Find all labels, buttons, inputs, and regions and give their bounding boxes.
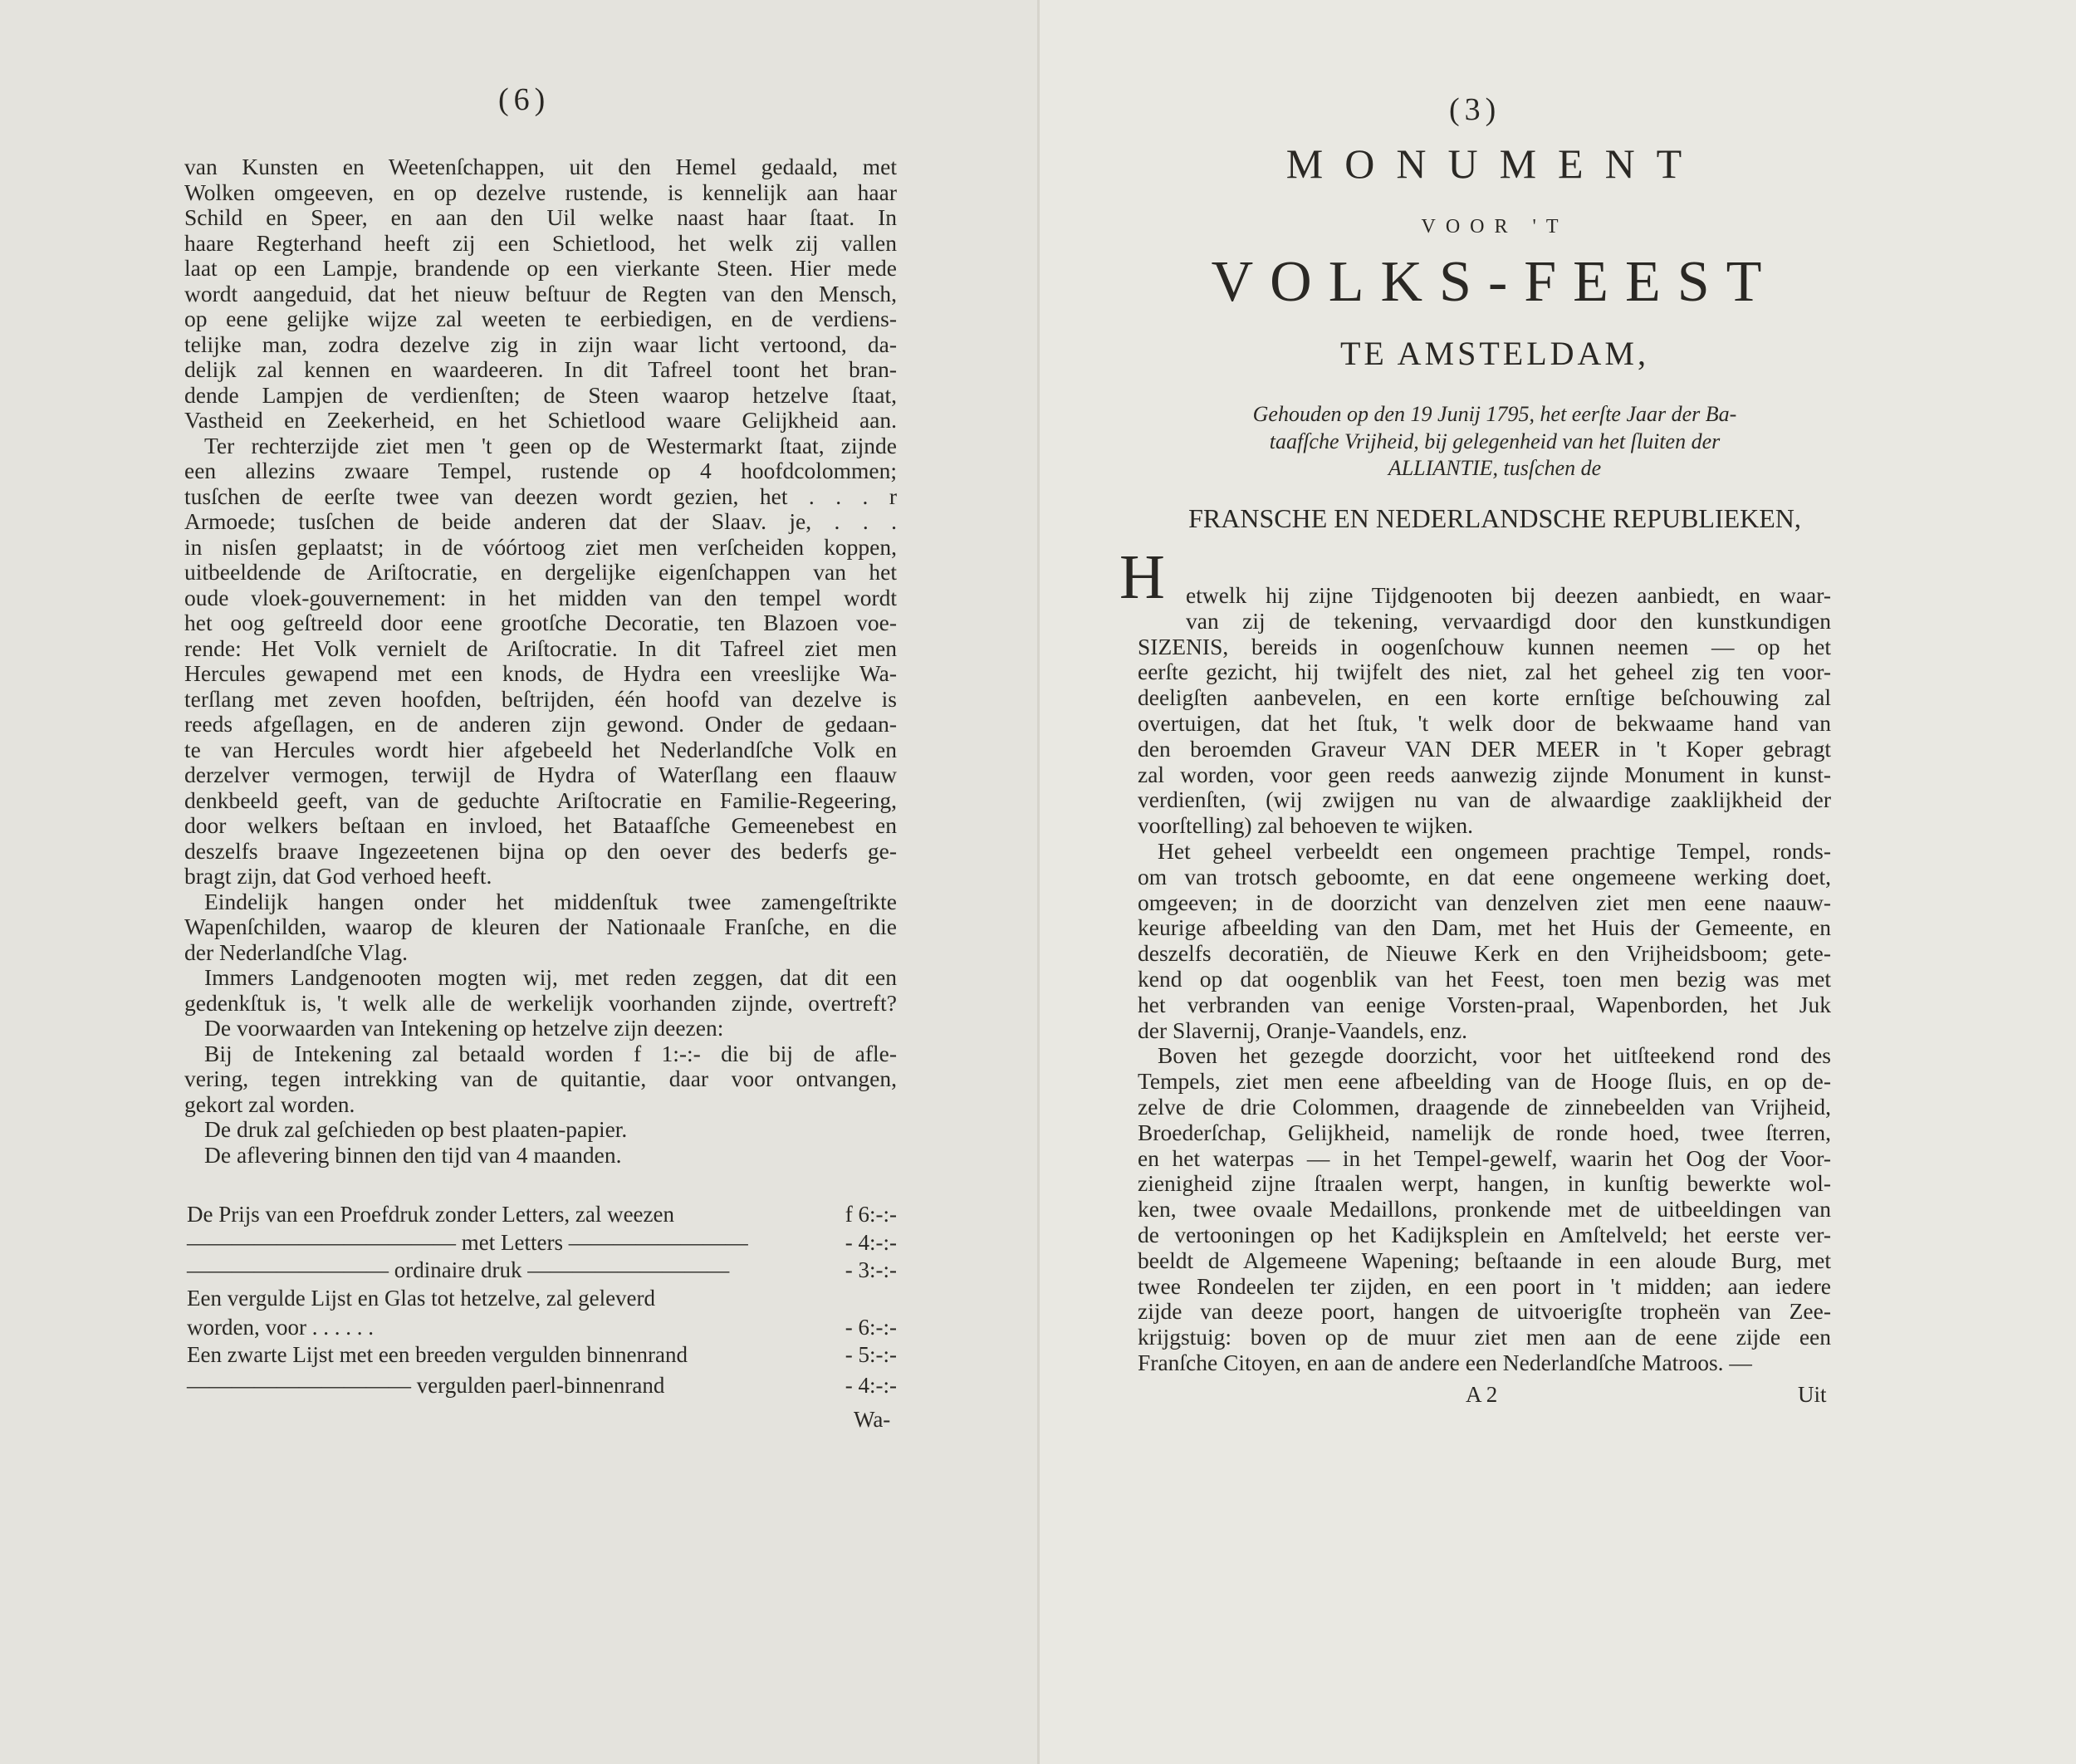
text-line: voorſtelling) zal behoeven te wijken. (1138, 812, 1473, 839)
text-line: delijk zal kennen en waardeeren. In dit Tafreel toont het bran- (184, 356, 897, 382)
text-line: de vertooningen op het Kadijksplein en Amſtelveld; het eerste ver- (1138, 1222, 1831, 1247)
text-line: gedenkſtuk is, 't welk alle de werkelijk voorhanden zijnde, overtreft? (184, 989, 897, 1016)
text-line: deszelfs decoratiën, de Nieuwe Kerk en den Vrijheidsboom; gete- (1138, 940, 1831, 967)
text-line: Schild en Speer, en aan den Uil welke naast haar ſtaat. In (184, 204, 897, 230)
text-line: reeds afgeſlagen, en de anderen zijn gewond. Onder de gedaan- (184, 711, 897, 737)
text-line: haare Regterhand heeft zij een Schietlood, het welk zij vallen (184, 229, 897, 256)
text-line: Wolken omgeeven, en op dezelve rustende, is kennelijk aan haar (184, 179, 897, 205)
text-line: keurige afbeelding van den Dam, met het Huis der Gemeente, en (1138, 914, 1831, 941)
price-label: De Prijs van een Proefdruk zonder Letters, zal weezen (187, 1202, 674, 1227)
text-line: verdienſten, (wij zwijgen nu van de alwaardige zaaklijkheid der (1138, 786, 1831, 813)
price-label: ————————— ordinaire druk ————————— (187, 1257, 730, 1282)
text-line: Boven het gezegde doorzicht, voor het uitſteekend rond des (1158, 1042, 1831, 1069)
text-line: denkbeeld geeft, van de geduchte Ariſtocratie en Familie-Regeering, (184, 786, 897, 813)
subtitle-line-2: taafſche Vrijheid, bij gelegenheid van het ſluiten der (1269, 429, 1721, 453)
text-line: Broederſchap, Gelijkheid, namelijk de ronde hoed, twee ſterren, (1138, 1119, 1831, 1145)
text-line: bragt zijn, dat God verhoed heeft. (184, 863, 492, 889)
title-voor: VOOR 'T (1421, 216, 1569, 238)
text-line: SIZENIS, bereids in oogenſchouw kunnen neemen — op het (1138, 633, 1831, 659)
price-value: - 4:-:- (845, 1230, 897, 1255)
title-monument: MONUMENT (1285, 140, 1704, 187)
price-label: Een zwarte Lijst met een breeden vergulden binnenrand (187, 1342, 688, 1367)
republics-heading: FRANSCHE EN NEDERLANDSCHE REPUBLIEKEN, (1188, 503, 1801, 533)
text-line: De druk zal geſchieden op best plaaten-papier. (204, 1116, 628, 1142)
text-line: der Slavernij, Oranje-Vaandels, enz. (1138, 1017, 1468, 1043)
text-line: Bij de Intekening zal betaald worden f 1:-:- die bij de afle- (204, 1040, 897, 1066)
text-line: uitbeeldende de Ariſtocratie, en dergelijke eigenſchappen van het (184, 559, 897, 585)
text-line: en het waterpas — in het Tempel-gewelf, waarin het Oog der Voor- (1138, 1144, 1831, 1171)
signature-mark: A 2 (1466, 1382, 1498, 1407)
text-line: De voorwaarden van Intekening op hetzelve zijn deezen: (204, 1015, 724, 1041)
text-line: zal worden, voor geen reeds aanwezig zijnde Monument in kunst- (1138, 761, 1831, 787)
text-line: op eene gelijke wijze zal weeten te eerbiedigen, en de verdiens- (184, 306, 897, 331)
text-line: te van Hercules wordt hier afgebeeld het Nederlandſche Volk en (184, 736, 897, 762)
price-value: - 5:-:- (845, 1342, 897, 1367)
price-label: —————————— vergulden paerl-binnenrand (187, 1373, 665, 1398)
page-fold (1037, 0, 1040, 1764)
text-line: Tempels, ziet men eene afbeelding van de Hooge ſluis, en op de- (1138, 1068, 1831, 1095)
text-line: het oog geſtreeld door eene grootſche Decoratie, ten Blazoen voe- (184, 610, 897, 635)
text-line: telijke man, zodra dezelve zig in zijn waar licht vertoond, da- (184, 331, 897, 357)
price-value: - 6:-:- (845, 1315, 897, 1340)
text-line: beeldt de Algemeene Wapening; beſtaande in een aloude Burg, met (1138, 1247, 1831, 1273)
text-line: derzelver vermogen, terwijl de Hydra of Waterſlang een flaauw (184, 762, 897, 787)
text-line: van zij de tekening, vervaardigd door den kunstkundigen (1186, 607, 1831, 634)
text-line: laat op een Lampje, brandende op een vierkante Steen. Hier mede (184, 255, 897, 281)
price-label: worden, voor . . . . . . (187, 1315, 374, 1340)
text-line: etwelk hij zijne Tijdgenooten bij deezen aanbiedt, en waar- (1186, 582, 1831, 608)
title-amsteldam: TE AMSTELDAM, (1340, 335, 1649, 372)
right-page-number: (3) (1449, 92, 1501, 127)
text-line: oude vloek-gouvernement: in het midden van den tempel wordt (184, 584, 897, 610)
text-line: overtuigen, dat het ſtuk, 't welk door de bekwaame hand van (1138, 710, 1831, 736)
text-line: door welkers beſtaan en invloed, het Bataafſche Gemeenebest en (184, 812, 897, 838)
text-line: terſlang met zeven hoofden, beſtrijden, één hoofd van dezelve is (184, 685, 897, 712)
left-page-number: (6) (498, 82, 551, 117)
text-line: krijgstuig: boven op de muur ziet men aan de eene zijde een (1138, 1324, 1831, 1350)
text-line: der Nederlandſche Vlag. (184, 938, 409, 965)
text-line: twee Rondeelen ter zijden, en een poort in 't midden; aan iedere (1138, 1272, 1831, 1299)
text-line: kend op dat oogenblik van het Feest, toen men bezig was met (1138, 966, 1831, 992)
price-label: Een vergulde Lijst en Glas tot hetzelve, zal geleverd (187, 1286, 656, 1311)
text-line: ken, twee ovaale Medaillons, pronkende met de uitbeeldingen van (1138, 1196, 1831, 1223)
text-line: een allezins zwaare Tempel, rustende op 4 hoofdcolommen; (184, 458, 897, 483)
price-value: - 4:-:- (845, 1373, 897, 1398)
text-line: eerſte gezicht, hij twijfelt des niet, zal het geheel zig ten voor- (1138, 659, 1831, 685)
text-line: Eindelijk hangen onder het middenſtuk twee zamengeſtrikte (204, 888, 897, 914)
text-line: van Kunsten en Weetenſchappen, uit den Hemel gedaald, met (184, 154, 897, 179)
drop-cap: H (1119, 542, 1165, 612)
text-line: dende Lampjen de verdienſten; de Steen waarop hetzelve ſtaat, (184, 381, 897, 408)
text-line: om van trotsch geboomte, en dat eene ongemeene werking doet, (1138, 863, 1831, 889)
text-line: Armoede; tusſchen de beide anderen dat der Slaav. je, . . . (184, 508, 897, 534)
text-line: Wapenſchilden, waarop de kleuren der Nationaale Franſche, en die (184, 914, 897, 939)
text-line: Immers Landgenooten mogten wij, met reden zeggen, dat dit een (204, 964, 897, 990)
text-line: Hercules gewapend met een knods, de Hydra een vreeslijke Wa- (184, 660, 897, 686)
text-line: Het geheel verbeeldt een ongemeen prachtige Tempel, ronds- (1158, 838, 1831, 864)
text-line: zelve de drie Colommen, draagende de zinnebeelden van Vrijheid, (1138, 1094, 1831, 1120)
text-line: tusſchen de eerſte twee van deezen wordt gezien, het . . . r (184, 483, 897, 509)
text-line: deszelfs braave Ingezeetenen bijna op den oever des bederfs ge- (184, 837, 897, 864)
text-line: in nisſen geplaatst; in de vóórtoog ziet men verſcheiden koppen, (184, 533, 897, 560)
text-line: Vastheid en Zeekerheid, en het Schietlood waare Gelijkheid aan. (184, 407, 897, 433)
text-line: omgeeven; in de doorzicht van denzelven ziet men eene naauw- (1138, 889, 1831, 915)
price-label: ———————————— met Letters ———————— (187, 1230, 748, 1255)
price-value: f 6:-:- (845, 1202, 897, 1227)
text-line: Ter rechterzijde ziet men 't geen op de Westermarkt ſtaat, zijnde (204, 432, 897, 458)
text-line: gekort zal worden. (184, 1090, 355, 1117)
text-line: het verbranden van eenige Vorsten-praal, Wapenborden, het Juk (1138, 991, 1831, 1017)
subtitle-line-3: ALLIANTIE, tusſchen de (1388, 456, 1602, 480)
text-line: vering, tegen intrekking van de quitantie, daar voor ontvangen, (184, 1066, 897, 1091)
text-line: Franſche Citoyen, en aan de andere een Nederlandſche Matroos. — (1138, 1350, 1752, 1375)
text-line: deeligſten aanbevelen, en een korte ernſtige beſchouwing zal (1138, 684, 1831, 711)
subtitle-line-1: Gehouden op den 19 Junij 1795, het eerſte Jaar der Ba- (1252, 402, 1737, 426)
price-value: - 3:-:- (845, 1257, 897, 1282)
text-line: wordt aangeduid, dat het nieuw beſtuur de Regten van den Mensch, (184, 280, 897, 306)
text-line: den beroemden Graveur VAN DER MEER in 't Koper gebragt (1138, 735, 1831, 762)
text-line: rende: Het Volk vernielt de Ariſtocratie. In dit Tafreel ziet men (184, 635, 897, 661)
text-line: zijde van deeze poort, hangen de uitvoerigſte tropheën van Zee- (1138, 1298, 1831, 1325)
left-catchword: Wa- (854, 1407, 891, 1432)
right-catchword: Uit (1798, 1382, 1827, 1407)
title-volks-feest: VOLKS-FEEST (1211, 250, 1779, 314)
text-line: zienigheid zijne ſtraalen werpt, hangen, in kunſtig bewerkte wol- (1138, 1170, 1831, 1197)
text-line: De aflevering binnen den tijd van 4 maanden. (204, 1141, 622, 1168)
